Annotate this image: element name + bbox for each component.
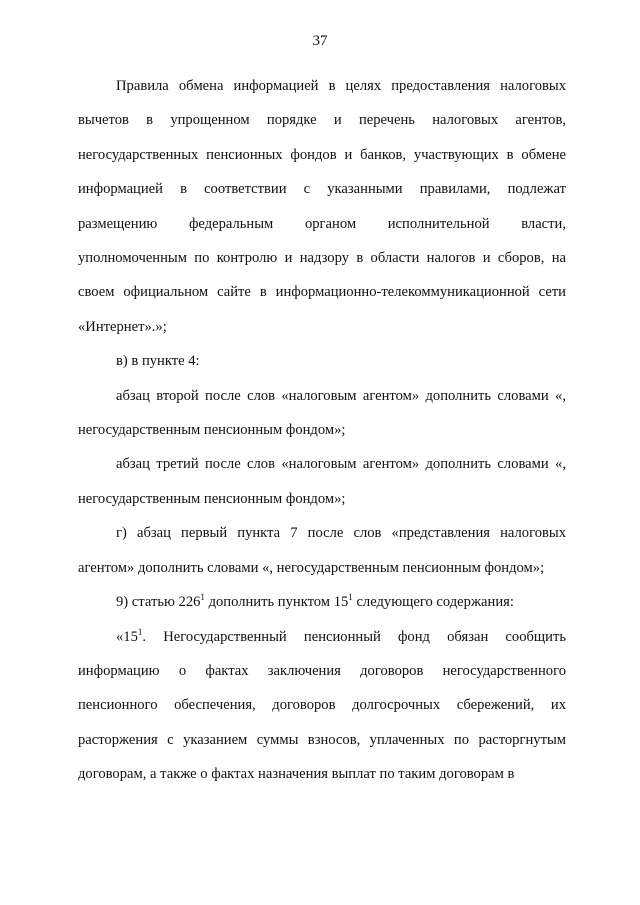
paragraph-third-subparagraph: абзац третий после слов «налоговым агентом» дополнить словами «, негосударственным пенсионным фондом»;	[78, 456, 566, 507]
point-15-superscript: 1	[137, 626, 143, 637]
paragraph-exchange-rules: Правила обмена информацией в целях предоставления налоговых вычетов в упрощенном порядке и перечень налоговых агентов, негосударственных пенсионных фондов и банков, участвующих в обмене информацией в соответствии с указанными правилами, подлежат размещению федеральным органом исполнительной власти, уполномоченным по контролю и надзору в области налогов и сборов, на своем официальном сайте в информационно-телекоммуникационной сети «Интернет».»;	[78, 78, 566, 335]
point-15-text: . Негосударственный пенсионный фонд обязан сообщить информацию о фактах заключения договоров негосударственного пенсионного обеспечения, договоров долгосрочных сбережений, их расторжения с указанием суммы взносов, уплаченных по расторгнутым договорам, а также о фактах назначения выплат по таким договорам в	[78, 628, 566, 783]
article-text-end: следующего содержания:	[352, 594, 514, 611]
paragraph-point-7: г) абзац первый пункта 7 после слов «представления налоговых агентом» дополнить словами «, негосударственным пенсионным фондом»;	[78, 525, 566, 576]
point-15-number: «15	[116, 628, 138, 645]
page-number: 37	[312, 33, 328, 49]
paragraph-second-subparagraph: абзац второй после слов «налоговым агентом» дополнить словами «, негосударственным пенсионным фондом»;	[78, 387, 566, 439]
paragraph-point-15-1	[78, 620, 566, 792]
document-body	[78, 69, 566, 792]
paragraph-point-4: в) в пункте 4:	[116, 353, 200, 370]
article-superscript: 1	[200, 592, 205, 603]
article-text-start: 9) статью 226	[116, 594, 201, 611]
article-text-middle: дополнить пунктом 15	[204, 594, 349, 611]
point-superscript: 1	[348, 592, 353, 603]
paragraph-article-226-1	[78, 585, 566, 619]
